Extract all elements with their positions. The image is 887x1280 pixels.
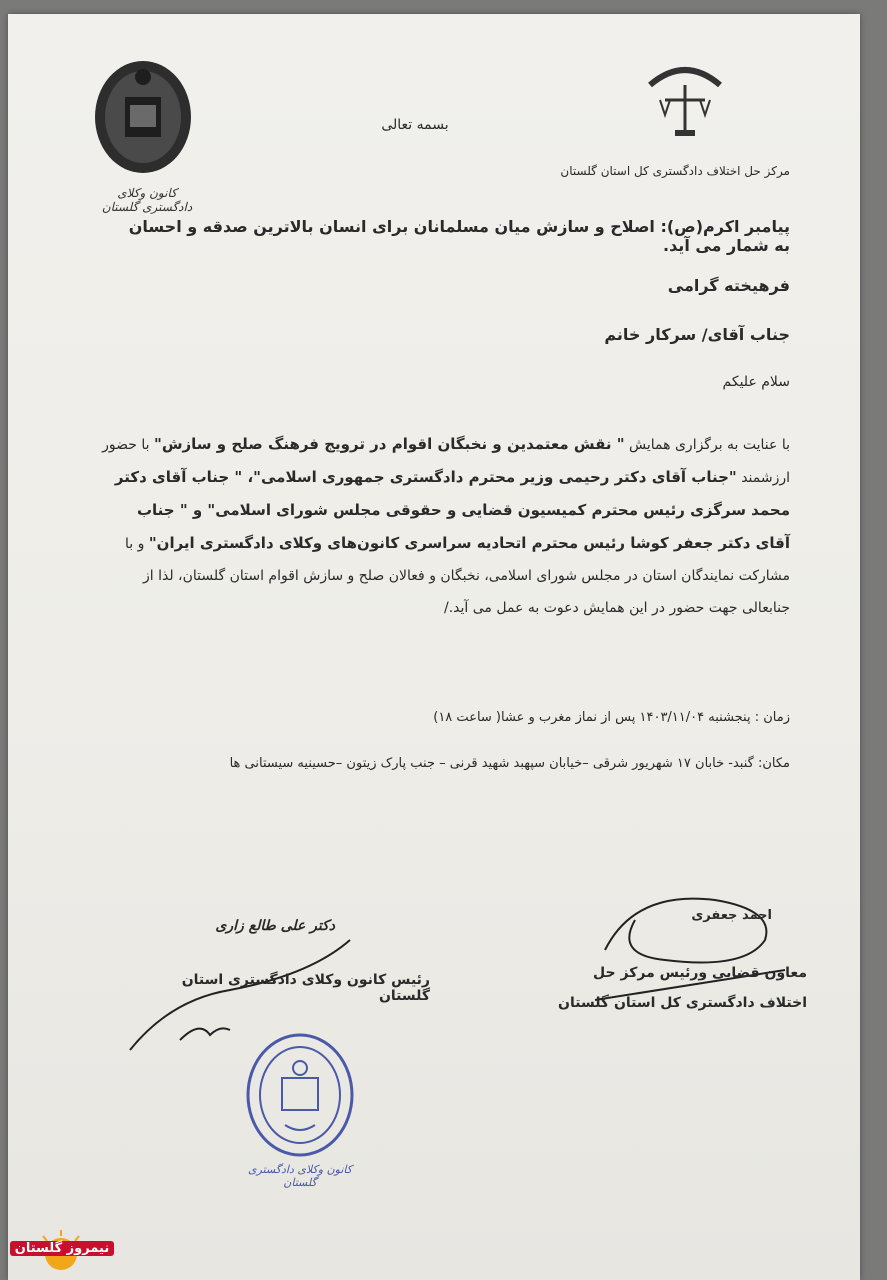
salutation: سلام علیکم <box>722 374 790 390</box>
issuer-name: مرکز حل اختلاف دادگستری کل استان گلستان <box>560 164 790 178</box>
greeting: فرهیخته گرامی <box>667 276 790 295</box>
body-intro: با عنایت به برگزاری همایش <box>629 437 790 453</box>
signer-left-title: رئیس کانون وکلای دادگستری استان گلستان <box>181 972 430 1004</box>
judiciary-emblem-icon <box>630 55 740 145</box>
addressee: جناب آقای/ سرکار خانم <box>604 325 790 344</box>
stamp-caption: کانون وکلای دادگستری گلستان <box>247 1163 353 1189</box>
bismillah: بسمه تعالی <box>381 117 449 133</box>
logo-caption: کانون وکلای دادگستری گلستان <box>101 186 193 214</box>
event-place: مکان: گنبد- خابان ۱۷ شهریور شرقی –خیابان سپهبد شهید قرنی – جنب پارک زیتون –حسینیه سیستانی ها <box>229 756 790 771</box>
signer-left-name: دکتر علی طالع زاری <box>215 918 335 934</box>
body-closing: و با مشارکت نمایندگان استان در مجلس شورای اسلامی، نخبگان و فعالان صلح و سازش اقوام استان گلستان، لذا از جنابعالی جهت حضور در این همایش دعوت به عمل می آید./ <box>125 536 790 616</box>
signer-right-title: معاون قضایی ورئیس مرکز حل اختلاف دادگستری کل استان گلستان <box>558 965 807 1011</box>
official-stamp-icon <box>240 1030 360 1160</box>
invitation-body <box>100 428 790 624</box>
guests-list: "جناب آقای دکتر رحیمی وزیر محترم دادگستری جمهوری اسلامی"، " جناب آقای دکتر محمد سرگزی رئیس محترم کمیسیون قضایی و حقوقی مجلس شورای اسلامی" و " جناب آقای دکتر جعفر کوشا رئیس محترم اتحادیه سراسری کانون‌های وکلای دادگستری ایران" <box>114 468 790 552</box>
conference-title: " نقش معتمدین و نخبگان اقوام در ترویج فرهنگ صلح و سازش" <box>154 435 625 453</box>
event-time: زمان : پنجشنبه ۱۴۰۳/۱۱/۰۴ پس از نماز مغرب و عشا( ساعت ۱۸) <box>433 710 790 725</box>
hadith-quote: پیامبر اکرم(ص): اصلاح و سازش میان مسلمانان برای انسان بالاترین صدقه و احسان به شمار می آید. <box>128 217 790 255</box>
body-presence: با حضور ارزشمند <box>102 437 790 486</box>
signer-right-name: احمد جعفری <box>691 908 772 923</box>
bar-association-logo-icon <box>92 55 194 175</box>
watermark-label: نیمروز گلستان <box>10 1241 114 1256</box>
